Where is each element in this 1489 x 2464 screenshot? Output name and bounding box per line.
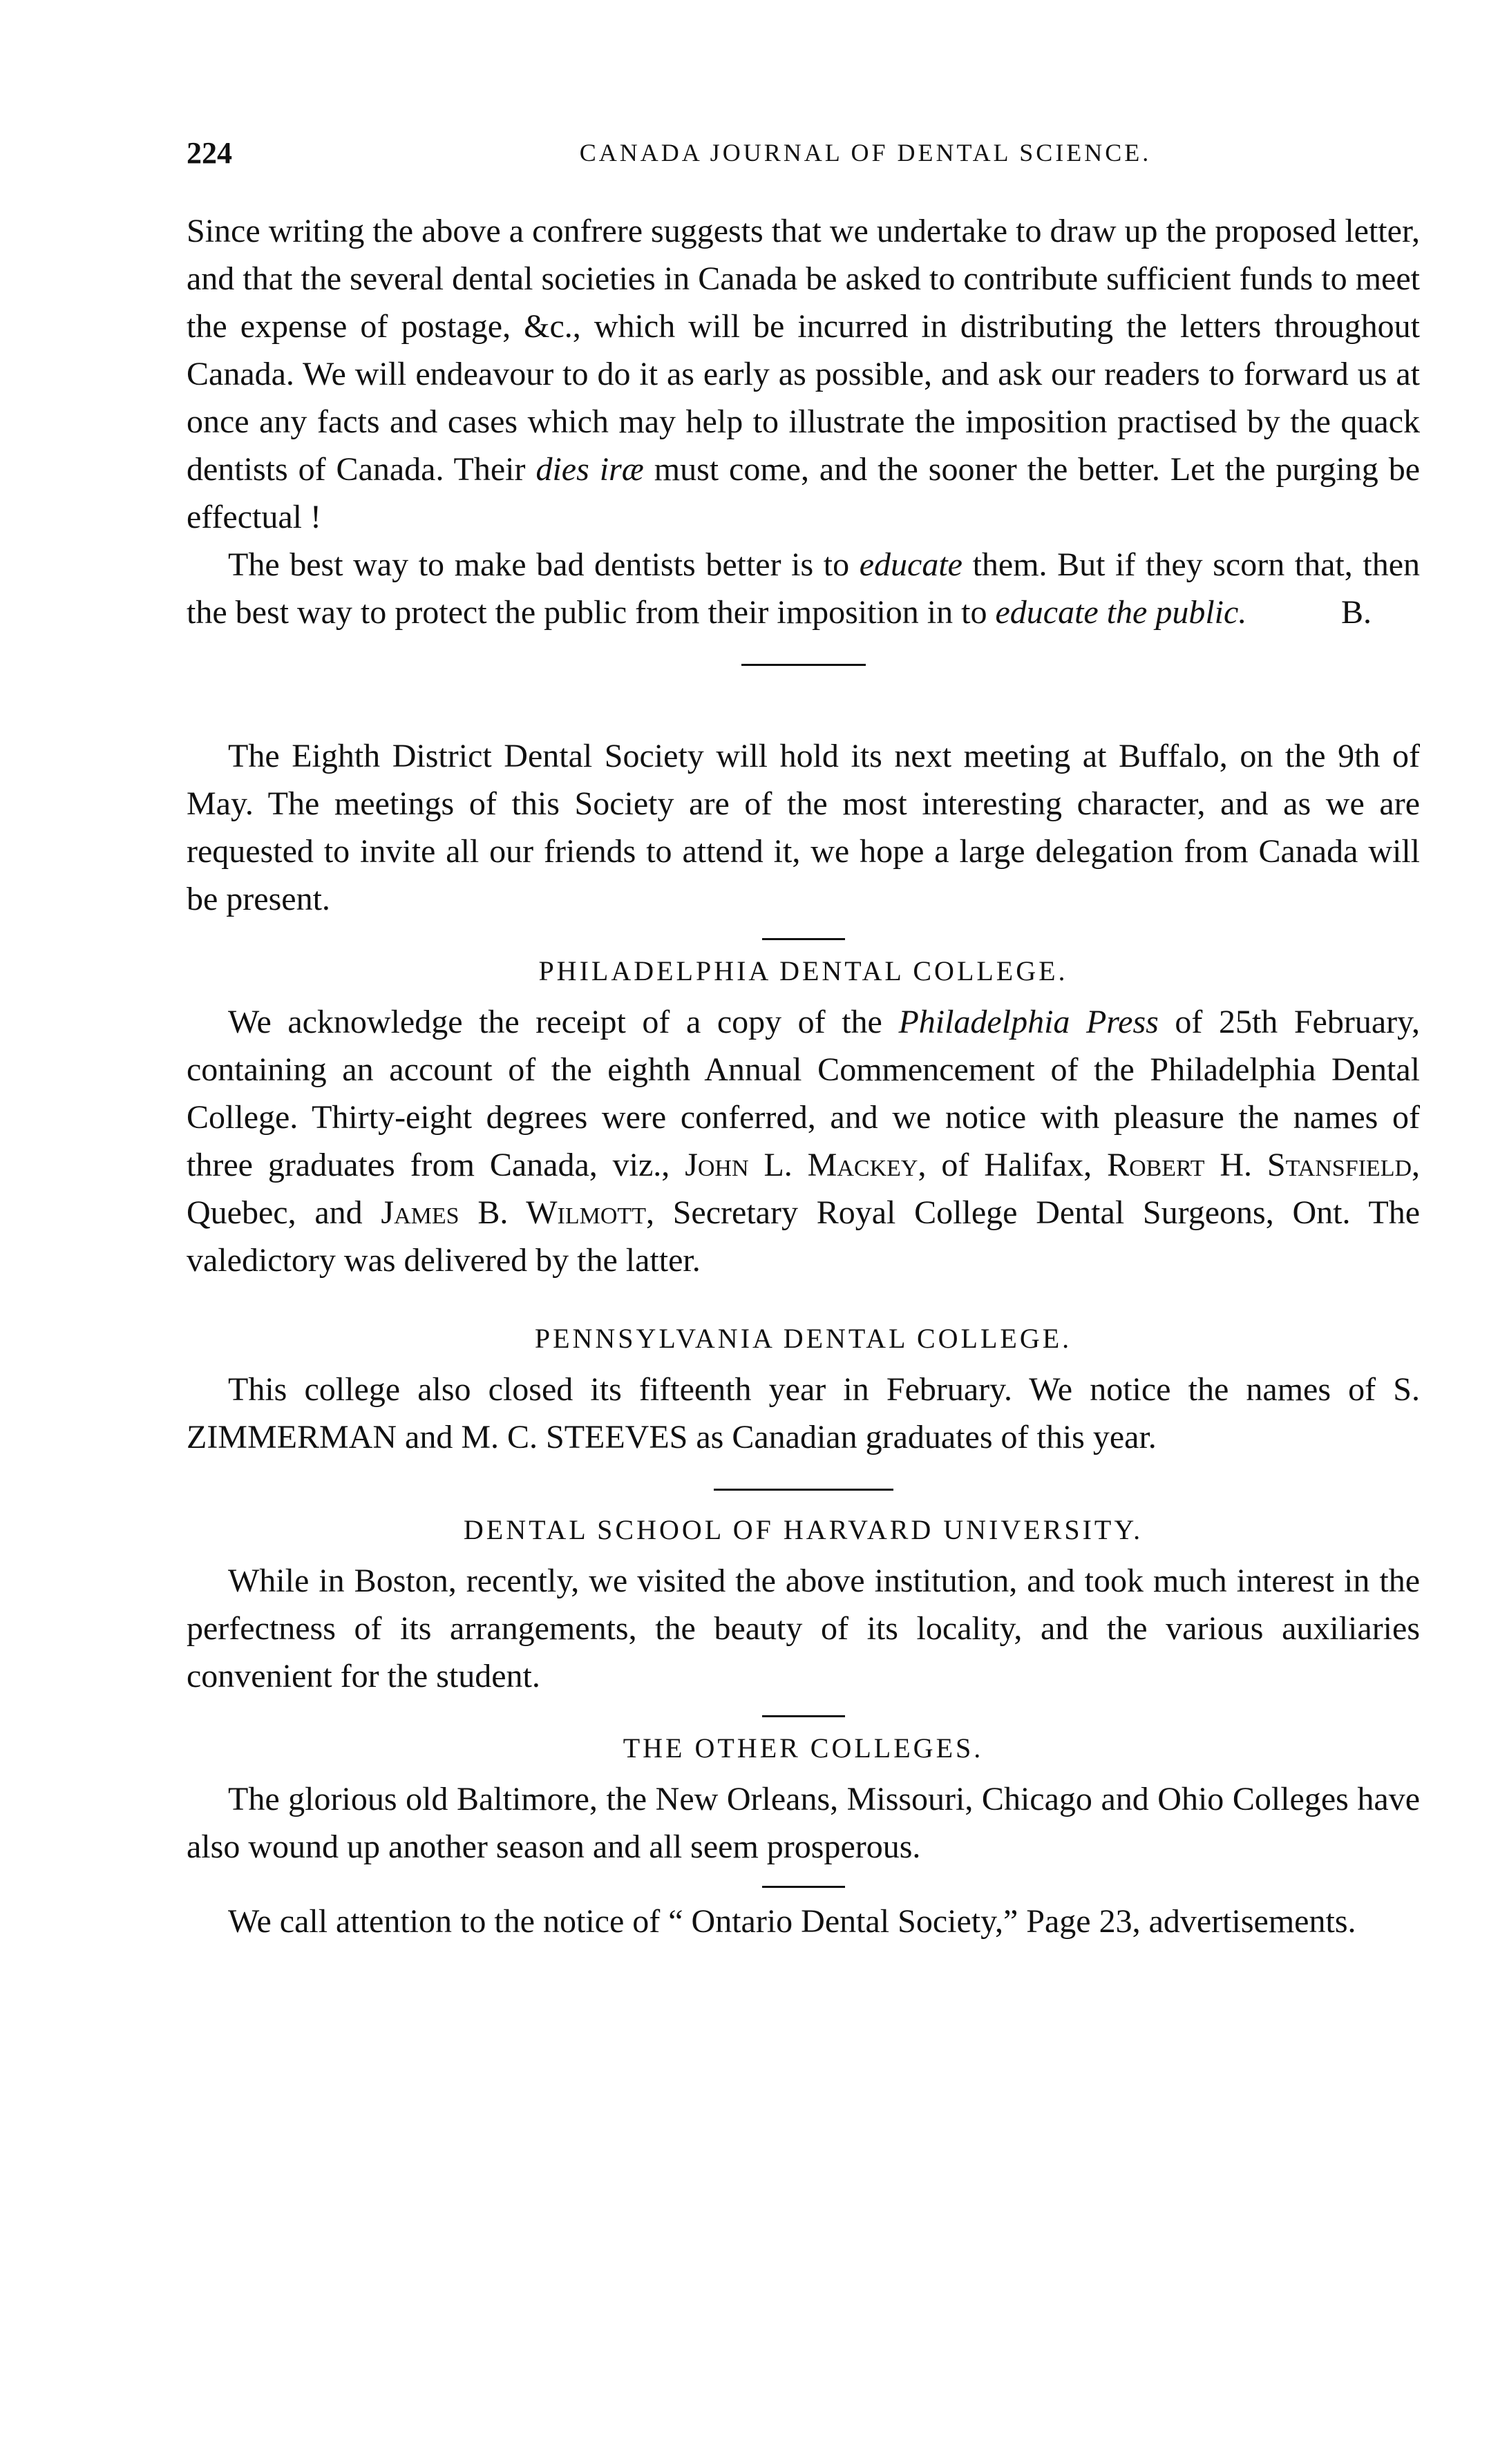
section-divider bbox=[762, 1715, 845, 1717]
graduate-name: John L. Mackey bbox=[685, 1147, 918, 1183]
italic-phrase: educate the public. bbox=[995, 594, 1247, 631]
document-page bbox=[176, 0, 1420, 2464]
page-number: 224 bbox=[187, 136, 232, 170]
section-divider bbox=[741, 664, 866, 666]
section-divider bbox=[714, 1489, 893, 1491]
paragraph-text: , Quebec, and bbox=[187, 1147, 1421, 1231]
paragraph-notice: We call attention to the notice of “ Ontario Dental Society,” Page 23, advertisements. bbox=[228, 1903, 1356, 1940]
paragraph-text-end: must come, and the sooner the better. Let the purging be effectual ! bbox=[187, 451, 1421, 535]
paragraph-text: We acknowledge the receipt of a copy of the bbox=[228, 1004, 882, 1040]
paragraph-harvard: While in Boston, recently, we visited the above institution, and took much interest in the perfectness of its arrangements, the beauty of its locality, and the various auxiliaries convenient for the student. bbox=[187, 1563, 1420, 1694]
italic-phrase: dies iræ bbox=[535, 451, 644, 488]
paragraph-pennsylvania: This college also closed its fifteenth year in February. We notice the names of S. ZIMMERMAN and M. C. STEEVES as Canadian graduates of this year. bbox=[187, 1371, 1420, 1455]
graduate-name: James B. Wilmott bbox=[381, 1194, 646, 1231]
paragraph-text: , Secretary Royal College Dental Surgeons, Ont. The valedictory was delivered by the latter. bbox=[187, 1194, 1420, 1279]
heading-harvard: DENTAL SCHOOL OF HARVARD UNIVERSITY. bbox=[463, 1514, 1144, 1545]
paragraph-text: Since writing the above a confrere suggests that we undertake to draw up the proposed letter, and that the several dental societies in Canada be asked to contribute sufficient funds to meet the expense of postage, &c., which will be incurred in distributing the letters throughout Canada. We will endeavour to do it as early as possible, and ask our readers to forward us at once any facts and cases which may help to illustrate the imposition practised by the quack dentists of Canada. Their bbox=[187, 213, 1420, 488]
paragraph-text: , of Halifax, bbox=[918, 1147, 1092, 1183]
section-divider bbox=[762, 938, 845, 940]
paragraph-letter-proposal bbox=[187, 207, 1420, 541]
section-divider bbox=[762, 1886, 845, 1888]
paragraph-other-colleges: The glorious old Baltimore, the New Orleans, Missouri, Chicago and Ohio Colleges have also wound up another season and all seem prosperous. bbox=[187, 1781, 1420, 1865]
running-title: CANADA JOURNAL OF DENTAL SCIENCE. bbox=[579, 139, 1152, 166]
page-header bbox=[187, 135, 1420, 184]
author-signature: B. bbox=[1340, 594, 1372, 631]
italic-word: educate bbox=[859, 546, 962, 583]
heading-other-colleges: THE OTHER COLLEGES. bbox=[623, 1732, 984, 1764]
article-body bbox=[187, 207, 1420, 1945]
paragraph-text-mid: them. But if they scorn that, then the best way to protect the public from their imposition in to bbox=[187, 546, 1420, 631]
paragraph-text: of 25th February, containing an account of the eighth Annual Commencement of the Philadelphia Dental College. Thirty-eight degrees were conferred, and we notice with pleasure the names of three graduates from Canada, viz., bbox=[187, 1004, 1421, 1183]
graduate-name: Robert H. Stansfield bbox=[1107, 1147, 1412, 1183]
paragraph-philadelphia bbox=[187, 998, 1420, 1284]
paragraph-educate bbox=[187, 541, 1420, 636]
italic-publication: Philadelphia Press bbox=[898, 1004, 1159, 1040]
heading-philadelphia: PHILADELPHIA DENTAL COLLEGE. bbox=[538, 955, 1068, 986]
heading-pennsylvania: PENNSYLVANIA DENTAL COLLEGE. bbox=[534, 1323, 1072, 1354]
paragraph-text: The best way to make bad dentists better is to bbox=[228, 546, 850, 583]
paragraph-eighth-district: The Eighth District Dental Society will hold its next meeting at Buffalo, on the 9th of May. The meetings of this Society are of the most interesting character, and as we are requested to invite all our friends to attend it, we hope a large delegation from Canada will be present. bbox=[187, 738, 1420, 917]
